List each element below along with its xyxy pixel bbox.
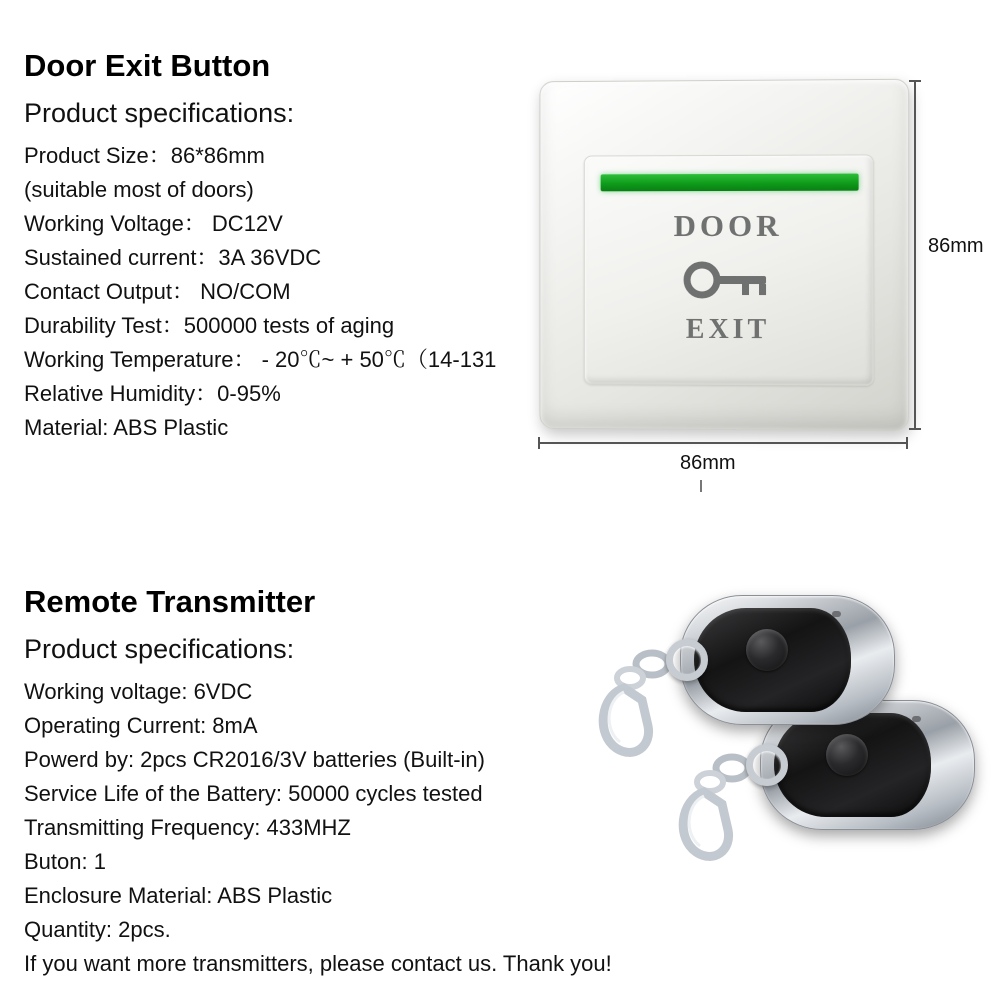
switch-plate [539, 79, 909, 432]
door-exit-button-specs [24, 48, 584, 445]
page-title: Door Exit Button [24, 48, 271, 83]
remote-spec-battery-life: Service Life of the Battery: 50000 cycles tested [24, 781, 483, 806]
remote-spec-frequency: Transmitting Frequency: 433MHZ [24, 815, 351, 840]
remote-spec-working-voltage: Working voltage: 6VDC [24, 679, 253, 704]
remote-transmitter-photo [530, 560, 1000, 1000]
remote-key-ring [746, 744, 788, 786]
dimension-line-horizontal [538, 442, 908, 444]
spec-contact-output: Contact Output： NO/COM [24, 279, 291, 304]
tick-mark [700, 480, 702, 492]
remote-spec-quantity: Quantity: 2pcs. [24, 917, 171, 942]
remote-transmitter-section [0, 560, 1000, 1000]
dimension-line-vertical [914, 80, 916, 430]
key-icon [585, 256, 873, 309]
spec-durability-test: Durability Test：500000 tests of aging [24, 313, 395, 338]
remote-spec-button: Buton: 1 [24, 849, 106, 874]
door-exit-button-photo [520, 70, 984, 474]
remote-spec-operating-current: Operating Current: 8mA [24, 713, 258, 738]
dimension-label-width: 86mm [680, 452, 736, 474]
remote-transmitter-unit[interactable] [680, 595, 895, 725]
spec-relative-humidity: Relative Humidity：0-95% [24, 381, 281, 406]
remote-button[interactable] [746, 629, 788, 671]
switch-button-face[interactable] [584, 154, 874, 385]
spec-material: Material: ABS Plastic [24, 415, 229, 440]
led-indicator-bar [601, 174, 859, 192]
remote-key-ring [666, 639, 708, 681]
specs-subtitle: Product specifications: [24, 98, 295, 128]
remote-led-icon [832, 611, 841, 617]
spec-working-temperature: Working Temperature： - 20℃~ + 50℃（14-131 [24, 347, 497, 372]
remote-led-icon [912, 716, 921, 722]
remote-title: Remote Transmitter [24, 584, 316, 619]
remote-specs-subtitle: Product specifications: [24, 634, 295, 664]
remote-contact-note: If you want more transmitters, please contact us. Thank you! [24, 951, 612, 976]
remote-spec-enclosure-material: Enclosure Material: ABS Plastic [24, 883, 333, 908]
button-label-exit: EXIT [685, 313, 771, 346]
remote-transmitter-specs [24, 584, 612, 981]
dimension-label-height: 86mm [928, 235, 984, 257]
spec-working-voltage: Working Voltage： DC12V [24, 211, 283, 236]
spec-suitable-doors: (suitable most of doors) [24, 177, 254, 202]
remote-spec-powered-by: Powerd by: 2pcs CR2016/3V batteries (Built-in) [24, 747, 485, 772]
button-label-door: DOOR [673, 207, 783, 244]
spec-sustained-current: Sustained current：3A 36VDC [24, 245, 322, 270]
remote-button[interactable] [826, 734, 868, 776]
spec-product-size: Product Size：86*86mm [24, 143, 265, 168]
